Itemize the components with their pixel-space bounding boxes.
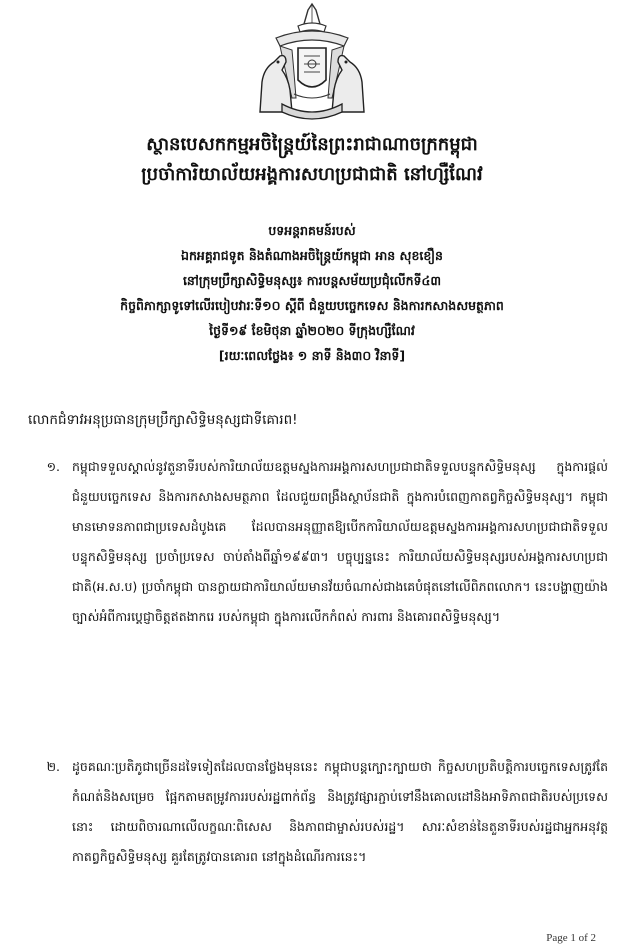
page-number: Page 1 of 2 [546,932,596,944]
mission-title-line-1: ស្ថានបេសកកម្មអចិន្ត្រៃយ៍នៃព្រះរាជាណាចក្រកម្ពុជា [146,134,478,155]
speaker-line: ឯកអគ្គរាជទូត និងតំណាងអចិន្ត្រៃយ៍កម្ពុជា អាន សុខខឿន [181,248,443,263]
royal-coat-of-arms-icon [252,2,372,122]
paragraph-2 [20,752,610,932]
statement-type: បទអន្តរាគមន៍របស់ [268,223,356,238]
mission-title-line-2: ប្រចាំការិយាល័យអង្គការសហប្រជាជាតិ នៅហ្សឺណែវ [141,164,483,185]
paragraph-text: កម្ពុជាទទួលស្គាល់នូវតួនាទីរបស់ការិយាល័យឧត្តមស្នងការអង្គការសហប្រជាជាតិទទួលបន្ទុកសិទ្ធិមនុស្ស ក្នុងការផ្តល់ជំនួយបច្ចេកទេស និងការកសាងសមត្ថភាព ដែលជួយពង្រឹងស្ថាប័នជាតិ ក្នុងការបំពេញកាតព្វកិច្ចសិទ្ធិមនុស្ស។ កម្ពុជាមានមោទនភាពជាប្រទេសដំបូងគេ ដែលបានអនុញ្ញាតឱ្យបើកការិយាល័យឧត្តមស្នងការអង្គការសហប្រជាជាតិទទួលបន្ទុកសិទ្ធិមនុស្ស ប្រចាំប្រទេស ចាប់តាំងពីឆ្នាំ១៩៩៣។ បច្ចុប្បន្ននេះ ការិយាល័យសិទ្ធិមនុស្សរបស់អង្គការសហប្រជាជាតិ(អ.ស.ប) ប្រចាំកម្ពុជា បានក្លាយជាការិយាល័យមានវ័យចំណាស់ជាងគេបំផុតនៅលើពិភពលោក។ នេះបង្ហាញយ៉ាងច្បាស់អំពីការប្តេជ្ញាចិត្តឥតងាករេ របស់កម្ពុជា ក្នុងការលើកកំពស់ ការពារ និងគោរពសិទ្ធិមនុស្ស។ [72,459,608,624]
session-line: នៅក្រុមប្រឹក្សាសិទ្ធិមនុស្ស៖ ការបន្តសម័យប្រជុំលើកទី៤៣ [182,273,442,288]
date-line: ថ្ងៃទី១៩ ខែមិថុនា ឆ្នាំ២០២០ ទីក្រុងហ្សឺណែវ [209,323,415,338]
duration-line: [រយៈពេលថ្លែង៖ ១ នាទី និង៣០ វិនាទី] [218,348,406,363]
greeting: លោកជំទាវអនុប្រធានក្រុមប្រឹក្សាសិទ្ធិមនុស្សជាទីគោរព! [28,412,298,428]
paragraph-1 [20,452,610,752]
paragraph-number: ១. [46,459,60,474]
paragraph-text: ដូចគណៈប្រតិភូជាច្រើនដទៃទៀតដែលបានថ្លែងមុននេះ កម្ពុជាបន្តក្បោះក្បាយថា កិច្ចសហប្រតិបត្តិការបច្ចេកទេសត្រូវតែកំណត់និងសម្រេច ផ្អែកតាមតម្រូវការរបស់រដ្ឋពាក់ព័ន្ធ និងត្រូវផ្សារភ្ជាប់ទៅនឹងគោលដៅនិងអាទិភាពជាតិរបស់ប្រទេសនោះ ដោយពិចារណាលើលក្ខណៈពិសេស និងភាពជាម្ចាស់របស់រដ្ឋ។ សារៈសំខាន់នៃតួនាទីរបស់រដ្ឋជាអ្នកអនុវត្តកាតព្វកិច្ចសិទ្ធិមនុស្ស គួរតែត្រូវបានគោរព នៅក្នុងដំណើរការនេះ។ [72,759,608,864]
paragraph-number: ២. [46,759,60,774]
agenda-line: កិច្ចពិភាក្សាទូទៅលើរបៀបវារៈទី១០ ស្តីពី ជំនួយបច្ចេកទេស និងការកសាងសមត្ថភាព [120,298,504,313]
